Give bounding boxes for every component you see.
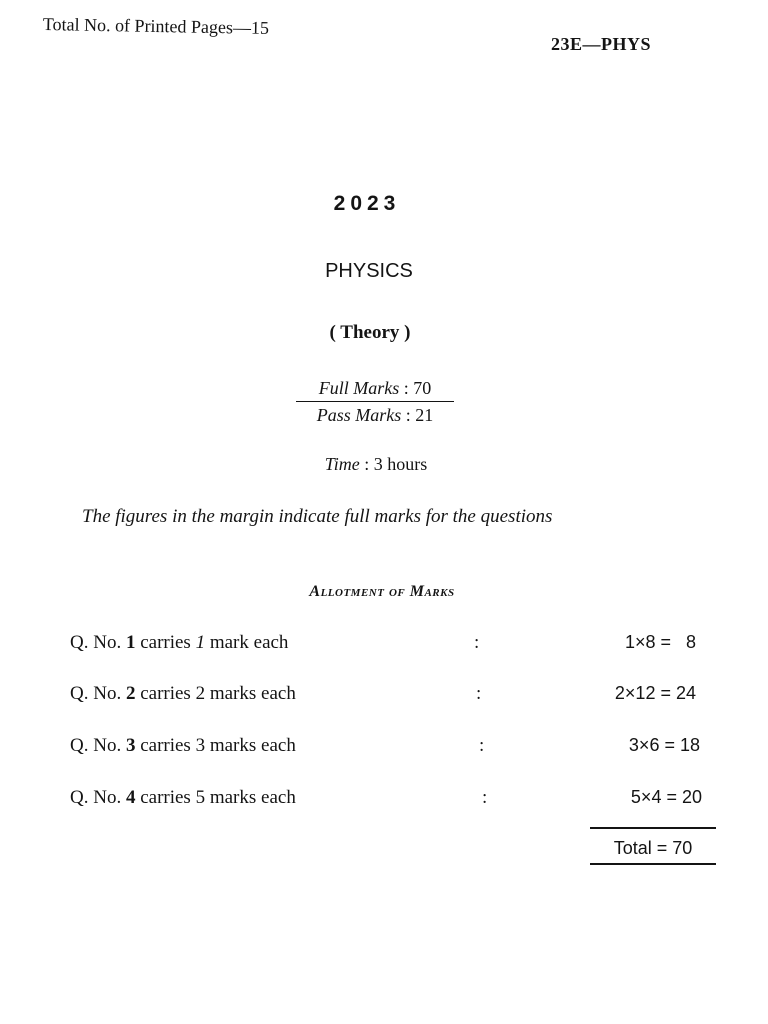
q-suffix: marks each: [205, 683, 296, 704]
q-carries: carries: [135, 632, 196, 653]
row-calculation: 3×6 = 18: [628, 735, 700, 755]
total-bottom-rule: [590, 863, 716, 865]
allotment-question: [70, 632, 288, 654]
q-prefix: Q. No.: [70, 735, 126, 756]
q-prefix: Q. No.: [70, 683, 126, 704]
q-suffix: marks each: [205, 735, 296, 756]
exam-year: 2023: [333, 192, 401, 215]
row-calculation: 1×8 = 8: [624, 632, 696, 652]
row-colon: :: [476, 683, 482, 704]
q-mark-count: 1: [195, 632, 206, 653]
paper-type: ( Theory ): [329, 322, 411, 343]
paper-code: 23E—PHYS: [551, 34, 652, 54]
q-prefix: Q. No.: [70, 787, 126, 808]
q-carries: carries: [135, 683, 196, 704]
q-carries: carries: [135, 787, 196, 808]
full-marks-label: Full Marks: [318, 378, 400, 398]
q-number: 4: [125, 787, 136, 808]
allotment-question: [70, 787, 296, 809]
q-carries: carries: [135, 735, 196, 756]
row-calculation: 5×4 = 20: [630, 787, 702, 807]
pass-marks-value: : 21: [401, 405, 434, 425]
total-marks: Total = 70: [613, 838, 693, 858]
row-calculation: 2×12 = 24: [614, 683, 696, 703]
time-label: Time: [324, 454, 360, 474]
marks-divider: [296, 401, 454, 402]
allotment-row: [70, 787, 720, 817]
q-number: 2: [125, 683, 136, 704]
q-number: 3: [125, 735, 136, 756]
allotment-heading: Allotment of Marks: [309, 583, 455, 600]
time-value: : 3 hours: [359, 454, 428, 474]
full-marks-value: : 70: [399, 378, 432, 398]
allotment-question: [70, 683, 296, 705]
full-marks: [296, 376, 454, 400]
row-colon: :: [474, 632, 480, 653]
allotment-question: [70, 735, 296, 757]
allotment-row: [70, 735, 720, 765]
instruction-text: The figures in the margin indicate full marks for the questions: [82, 506, 553, 527]
row-colon: :: [482, 787, 488, 808]
row-colon: :: [479, 735, 485, 756]
total-block: [590, 827, 716, 865]
q-mark-count: 2: [195, 683, 206, 704]
q-suffix: mark each: [205, 632, 289, 653]
q-prefix: Q. No.: [70, 632, 126, 653]
q-mark-count: 5: [195, 787, 206, 808]
marks-block: [296, 376, 454, 427]
exam-subject: PHYSICS: [325, 260, 413, 282]
allotment-row: [70, 683, 720, 713]
allotment-row: [70, 632, 720, 662]
q-number: 1: [125, 632, 136, 653]
pass-marks-label: Pass Marks: [316, 405, 402, 425]
exam-time: [0, 454, 752, 475]
printed-pages-count: Total No. of Printed Pages—15: [42, 14, 270, 38]
pass-marks: [296, 403, 454, 427]
q-mark-count: 3: [195, 735, 206, 756]
q-suffix: marks each: [205, 787, 296, 808]
